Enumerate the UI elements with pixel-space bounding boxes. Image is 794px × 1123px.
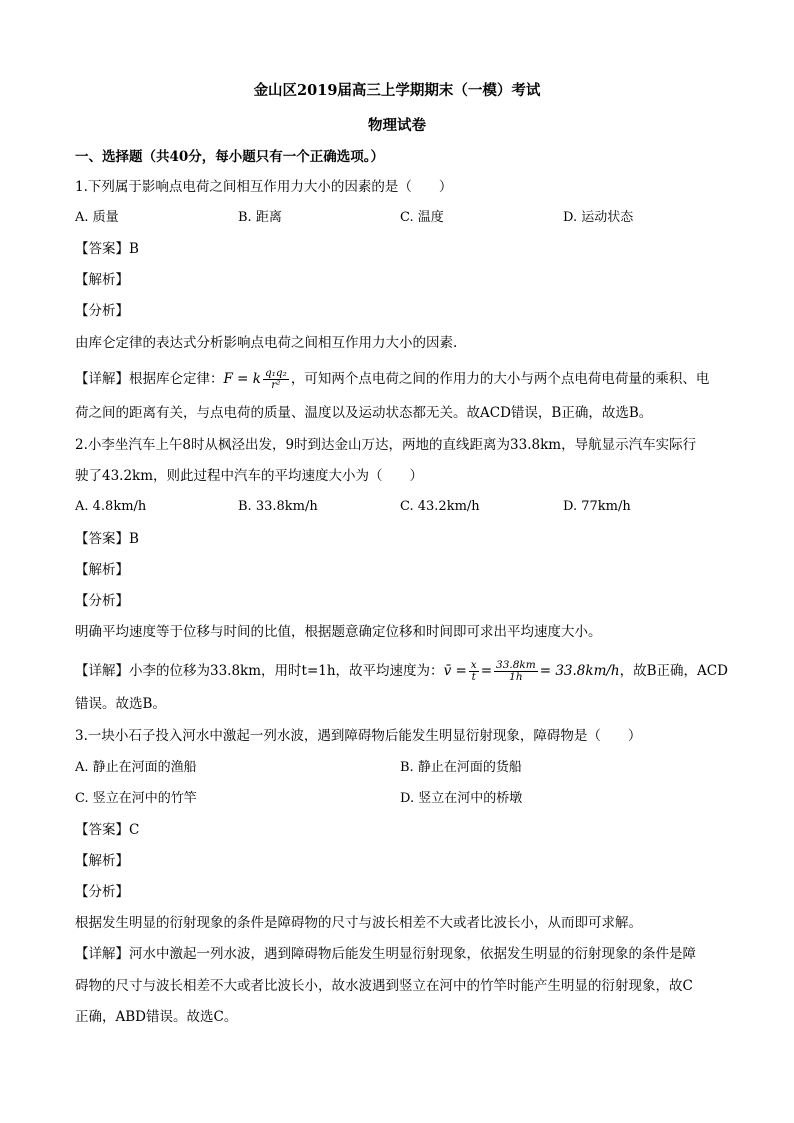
velocity-fraction-xt: [469, 660, 479, 683]
fraction-numerator-distance: 33.8km: [496, 659, 536, 671]
velocity-fraction-values: [494, 660, 538, 683]
q3-fenxi-label: 【分析】: [75, 884, 129, 900]
q1-detail-prefix: 【详解】根据库仑定律：: [75, 371, 224, 387]
q1-detail-line1: [75, 368, 709, 391]
q2-option-d: D. 77km/h: [563, 499, 631, 514]
coulomb-numerator: q₁q₂: [264, 367, 287, 379]
q3-answer: 【答案】C: [75, 822, 140, 838]
q2-formula-result: = 33.8km/h: [539, 663, 620, 679]
q3-detail-line1: 【详解】河水中激起一列水波，遇到障碍物后能发生明显衍射现象，依据发生明显的衍射现象的条件是障: [75, 946, 696, 962]
q1-detail-line2: 荷之间的距离有关，与点电荷的质量、温度以及运动状态都无关。故ACD错误，B正确，故选B。: [75, 405, 653, 421]
q1-answer: 【答案】B: [75, 241, 139, 257]
q2-detail-prefix: 【详解】小李的位移为33.8km，用时t=1h，故平均速度为：: [75, 663, 444, 679]
q1-fenxi-text: 由库仑定律的表达式分析影响点电荷之间相互作用力大小的因素.: [75, 335, 458, 351]
exam-title: 金山区2019届高三上学期期末（一模）考试: [253, 82, 541, 99]
question-1-stem: 1.下列属于影响点电荷之间相互作用力大小的因素的是（ ）: [75, 179, 453, 195]
q2-option-a: A. 4.8km/h: [75, 499, 147, 514]
fraction-denominator-time: 1h: [509, 671, 523, 683]
q2-detail-after: ，故B正确，ACD: [619, 663, 728, 679]
question-2-stem-line2: 驶了43.2km，则此过程中汽车的平均速度大小为（ ）: [75, 468, 424, 484]
q3-fenxi-text: 根据发生明显的衍射现象的条件是障碍物的尺寸与波长相差不大或者比波长小，从而即可求解。: [75, 915, 642, 931]
question-2-stem-line1: 2.小李坐汽车上午8时从枫泾出发，9时到达金山万达，两地的直线距离为33.8km，导航显示汽车实际行: [75, 437, 697, 453]
q1-analysis-label: 【解析】: [75, 272, 129, 288]
q2-option-b: B. 33.8km/h: [238, 499, 318, 514]
q3-detail-line3: 正确，ABD错误。故选C。: [75, 1009, 238, 1025]
q1-option-d: D. 运动状态: [563, 210, 634, 225]
coulomb-fraction: [263, 368, 289, 391]
q3-detail-line2: 碍物的尺寸与波长相差不大或者比波长小，故水波遇到竖立在河中的竹竿时能产生明显的衍射现象，故C: [75, 978, 693, 994]
subject-title: 物理试卷: [368, 117, 426, 134]
fraction-denominator-t: t: [471, 671, 476, 683]
q3-option-b: B. 静止在河面的货船: [400, 760, 522, 775]
q1-option-b: B. 距离: [238, 210, 282, 225]
q2-formula-eq: =: [480, 663, 493, 679]
q2-detail-line2: 错误。故选B。: [75, 696, 166, 712]
q2-detail-line1: [75, 660, 728, 683]
section-heading: 一、选择题（共40分，每小题只有一个正确选项。）: [75, 149, 385, 165]
coulomb-denominator: r²: [271, 379, 281, 391]
q3-analysis-label: 【解析】: [75, 853, 129, 869]
q1-formula-lhs: F = k: [223, 371, 261, 387]
q3-option-a: A. 静止在河面的渔船: [75, 760, 197, 775]
q1-detail-after-formula: ，可知两个点电荷之间的作用力的大小与两个点电荷电荷量的乘积、电: [290, 371, 710, 387]
question-3-stem: 3.一块小石子投入河水中激起一列水波，遇到障碍物后能发生明显衍射现象，障碍物是（ ）: [75, 728, 642, 744]
q3-option-c: C. 竖立在河中的竹竿: [75, 791, 197, 806]
q2-formula-v: v̄ =: [443, 663, 467, 679]
q2-option-c: C. 43.2km/h: [400, 499, 480, 514]
q3-option-d: D. 竖立在河中的桥墩: [400, 791, 523, 806]
q2-answer: 【答案】B: [75, 531, 139, 547]
q2-fenxi-label: 【分析】: [75, 593, 129, 609]
q1-option-a: A. 质量: [75, 210, 119, 225]
q1-option-c: C. 温度: [400, 210, 444, 225]
q2-fenxi-text: 明确平均速度等于位移与时间的比值，根据题意确定位移和时间即可求出平均速度大小。: [75, 624, 602, 640]
q2-analysis-label: 【解析】: [75, 562, 129, 578]
q1-fenxi-label: 【分析】: [75, 303, 129, 319]
fraction-numerator-x: x: [470, 659, 477, 671]
